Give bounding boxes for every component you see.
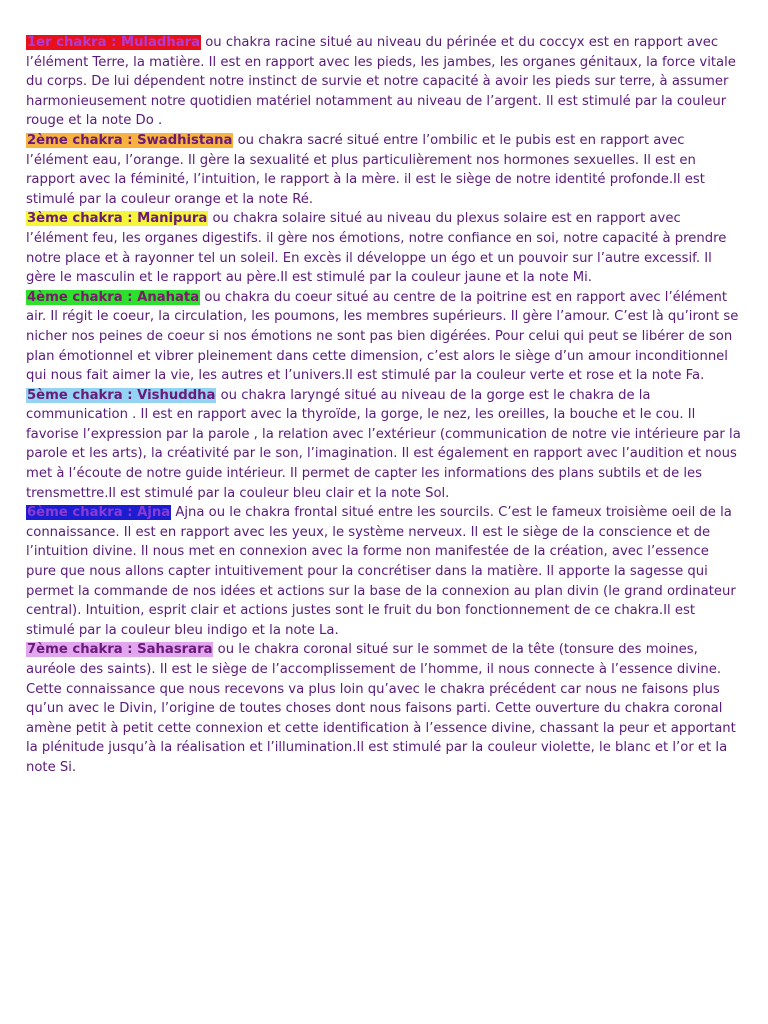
chakra-text-2: ou chakra sacré situé entre l’ombilic et le pubis est en rapport avec l’élément eau, l’orange. Il gère la sexualité et plus particulièrement nos hormones sexuelles. Il est en rapport avec la féminité, l’intuition, le rapport à la mère. il est le siège de notre identité profonde.Il est stimulé par la couleur orange et la note Ré.: [26, 132, 705, 207]
chakra-title-7: 7ème chakra : Sahasrara: [27, 642, 213, 658]
chakra-text-3: ou chakra solaire situé au niveau du plexus solaire est en rapport avec l’élément feu, les organes digestifs. il gère nos émotions, notre confiance en soi, notre capacité à prendre notre place et à rayonner tel un soleil. En excès il développe un égo et un pouvoir sur l’autre excessif. Il gère le masculin et le rapport au père.Il est stimulé par la couleur jaune et la note Mi.: [26, 211, 727, 286]
chakra-title-4: 4ème chakra : Anahata: [27, 289, 200, 305]
chakra-text-4: ou chakra du coeur situé au centre de la poitrine est en rapport avec l’élément air. Il régit le coeur, la circulation, les poumons, les membres supérieurs. Il gère l’amour. C’est là qu’iront se nicher nos peines de coeur si nos émotions ne sont pas bien digérées. Pour celui qui peut se libérer de son plan émotionnel et vibrer pleinement dans cette dimension, c’est alors le siège d’un amour inconditionnel qui nous fait aimer la vie, les autres et l’univers.Il est stimulé par la couleur verte et rose et la note Fa.: [26, 289, 739, 384]
chakra-text-6: Ajna ou le chakra frontal situé entre les sourcils. C’est le fameux troisième oeil de la connaissance. Il est en rapport avec les yeux, le système nerveux. Il est le siège de la conscience et de l’intuition divine. Il nous met en connexion avec la forme non manifestée de la création, avec l’essence pure que nous allons capter intuitivement pour la concrétiser dans la matière. Il apporte la sagesse qui permet la commande de nos idées et actions sur la base de la connexion au plan divin (le grand ordinateur central). Intuition, esprit clair et actions justes sont le fruit du bon fonctionnement de ce chakra.Il est stimulé par la couleur bleu indigo et la note La.: [26, 505, 736, 638]
chakra-paragraph-3: [26, 209, 742, 287]
chakra-title-6: 6ème chakra : Ajna: [27, 505, 171, 521]
chakra-paragraph-7: [26, 640, 742, 777]
chakra-title-3: 3ème chakra : Manipura: [27, 211, 208, 227]
chakra-title-5: 5ème chakra : Vishuddha: [27, 387, 216, 403]
chakra-article: [26, 33, 742, 778]
chakra-title-1: 1er chakra : Muladhara: [27, 35, 201, 50]
chakra-paragraph-6: [26, 503, 742, 640]
chakra-paragraph-2: [26, 131, 742, 209]
chakra-text-7: ou le chakra coronal situé sur le sommet de la tête (tonsure des moines, auréole des saints). Il est le siège de l’accomplissement de l’homme, il nous connecte à l’essence divine. Cette connaissance que nous recevons va plus loin qu’avec le chakra précédent car nous ne faisons plus qu’un avec le Divin, l’origine de toutes choses dont nous faisons parti. Cette ouverture du chakra coronal amène petit à petit cette connexion et cette identification à l’essence divine, chassant la peur et apportant la plénitude jusqu’à la réalisation et l’illumination.Il est stimulé par la couleur violette, le blanc et l’or et la note Si.: [26, 642, 736, 775]
chakra-paragraph-5: [26, 386, 742, 504]
chakra-paragraph-1: [26, 33, 742, 131]
chakra-title-2: 2ème chakra : Swadhistana: [27, 132, 233, 148]
chakra-text-1: ou chakra racine situé au niveau du périnée et du coccyx est en rapport avec l’élément Terre, la matière. Il est en rapport avec les pieds, les jambes, les organes génitaux, la force vitale du corps. De lui dépendent notre instinct de survie et notre capacité à avoir les pieds sur terre, à assumer harmonieusement notre quotidien matériel notamment au niveau de l’argent. Il est stimulé par la couleur rouge et la note Do .: [26, 35, 736, 129]
chakra-paragraph-4: [26, 288, 742, 386]
chakra-text-5: ou chakra laryngé situé au niveau de la gorge est le chakra de la communication . Il est en rapport avec la thyroïde, la gorge, le nez, les oreilles, la bouche et le cou. Il favorise l’expression par la parole , la relation avec l’extérieur (communication de notre vie intérieure par la parole et les arts), la créativité par le son, l’imagination. Il est également en rapport avec l’audition et nous met à l’écoute de notre guide intérieur. Il permet de capter les informations des plans subtils et de les trensmettre.Il est stimulé par la couleur bleu clair et la note Sol.: [26, 387, 741, 501]
